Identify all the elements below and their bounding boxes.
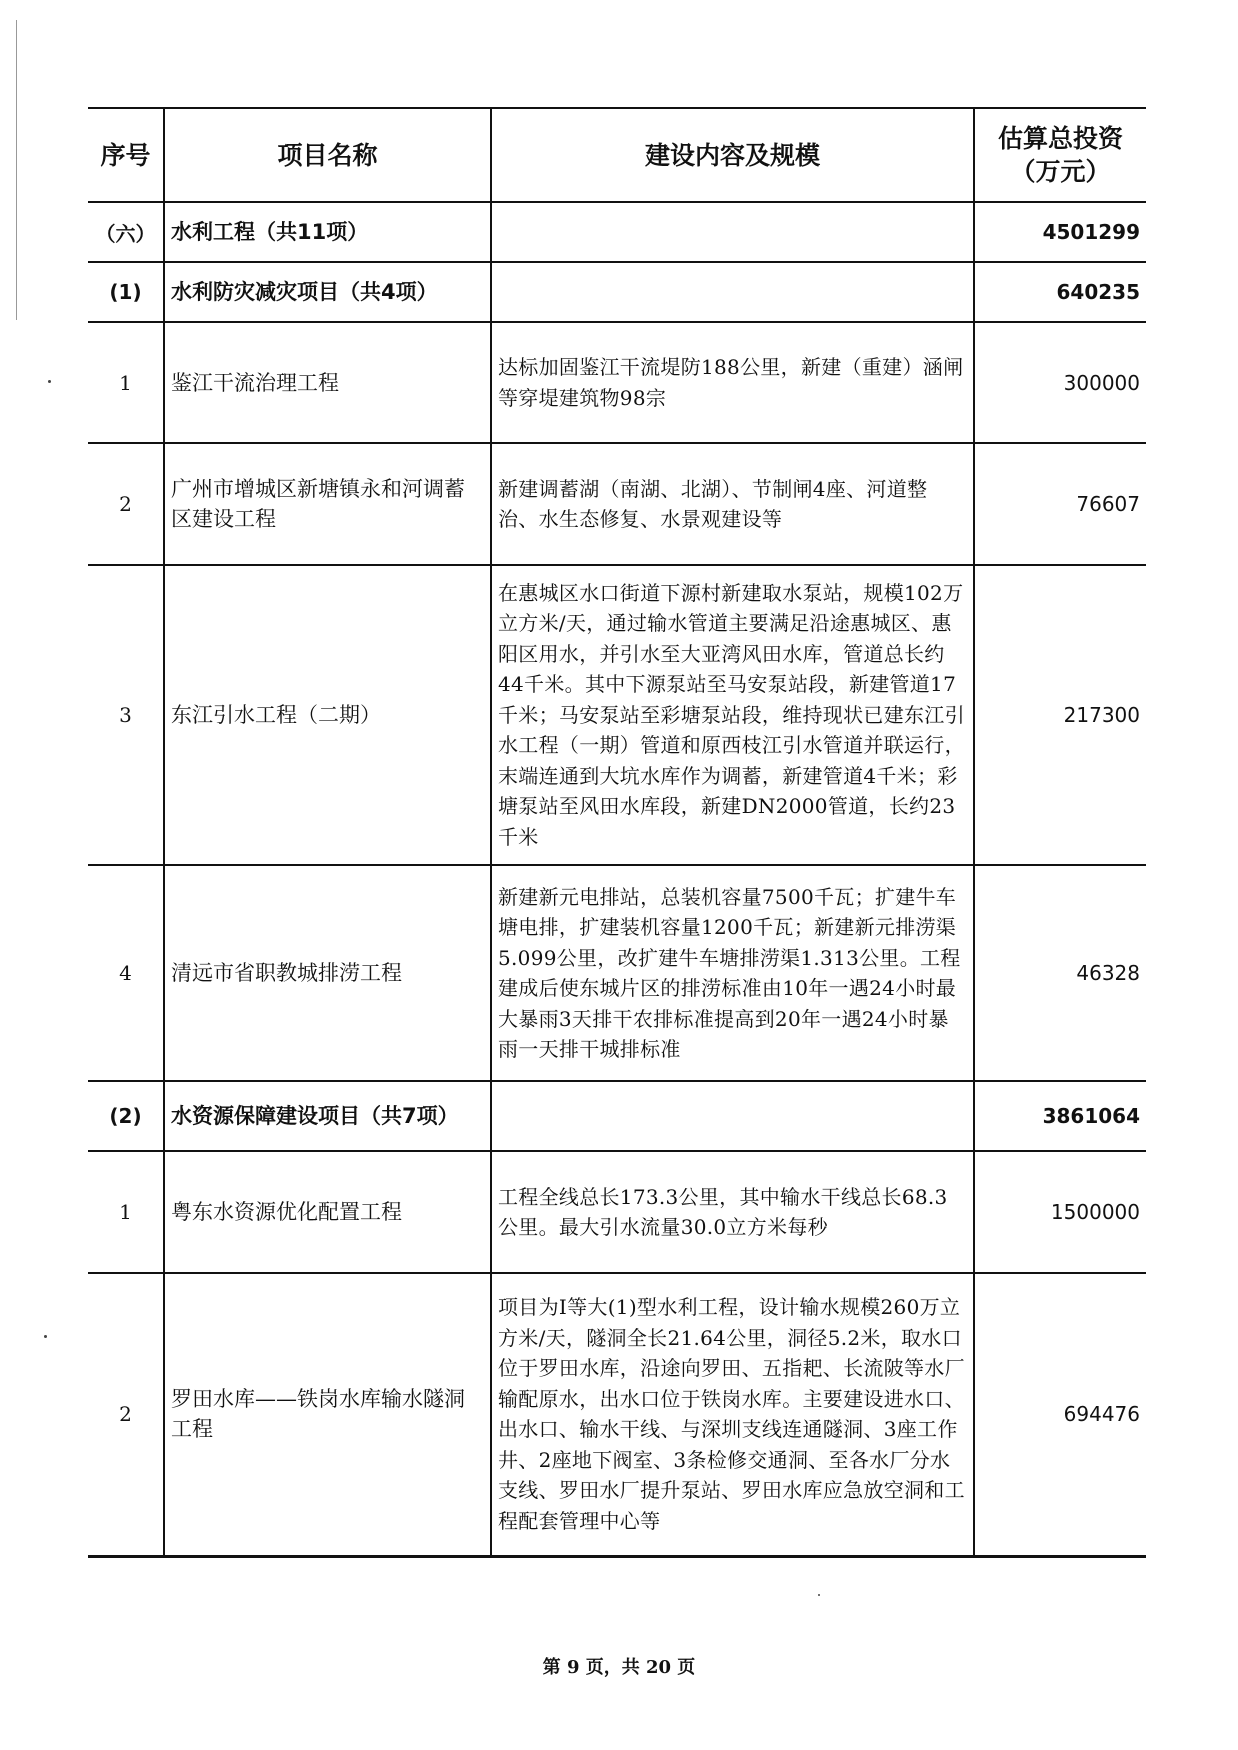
- table-row: [88, 565, 1146, 865]
- row-amount: 46328: [974, 865, 1146, 1081]
- row-project-name: 罗田水库——铁岗水库输水隧洞工程: [164, 1273, 491, 1556]
- row-amount: 300000: [974, 322, 1146, 443]
- row-project-name: 清远市省职教城排涝工程: [164, 865, 491, 1081]
- row-content: [491, 262, 974, 322]
- header-investment-line1: 估算总投资: [997, 124, 1123, 153]
- table-row: [88, 865, 1146, 1081]
- header-project-name: 项目名称: [164, 108, 491, 202]
- row-amount: 4501299: [974, 202, 1146, 262]
- row-seq: （六）: [88, 202, 164, 262]
- row-seq: 3: [88, 565, 164, 865]
- row-project-name: 水资源保障建设项目（共7项）: [164, 1081, 491, 1151]
- row-content: 达标加固鉴江干流堤防188公里，新建（重建）涵闸等穿堤建筑物98宗: [491, 322, 974, 443]
- row-content: 在惠城区水口街道下源村新建取水泵站，规模102万立方米/天，通过输水管道主要满足沿途惠城区、惠阳区用水，并引水至大亚湾风田水库，管道总长约44千米。其中下源泵站至马安泵站段，新建管道17千米；马安泵站至彩塘泵站段，维持现状已建东江引水工程（一期）管道和原西枝江引水管道并联运行，末端连通到大坑水库作为调蓄，新建管道4千米；彩塘泵站至风田水库段，新建DN2000管道，长约23千米: [491, 565, 974, 865]
- table-row-group: [88, 1081, 1146, 1151]
- table-row-group: [88, 202, 1146, 262]
- binding-mark: [16, 20, 17, 320]
- row-amount: 1500000: [974, 1151, 1146, 1273]
- scan-speck: [44, 1335, 47, 1338]
- row-content: [491, 202, 974, 262]
- row-content: 新建新元电排站，总装机容量7500千瓦；扩建牛车塘电排，扩建装机容量1200千瓦；新建新元排涝渠5.099公里，改扩建牛车塘排涝渠1.313公里。工程建成后使东城片区的排涝标准由10年一遇24小时最大暴雨3天排干农排标准提高到20年一遇24小时暴雨一天排干城排标准: [491, 865, 974, 1081]
- scan-speck: [818, 1594, 820, 1596]
- table-row: [88, 443, 1146, 565]
- table-row-group: [88, 262, 1146, 322]
- header-investment-line2: （万元）: [1010, 157, 1111, 186]
- table-row: [88, 1273, 1146, 1556]
- row-seq: 2: [88, 1273, 164, 1556]
- row-amount: 640235: [974, 262, 1146, 322]
- page-number-footer: 第 9 页，共 20 页: [542, 1657, 696, 1678]
- row-project-name: 广州市增城区新塘镇永和河调蓄区建设工程: [164, 443, 491, 565]
- investment-table: [88, 107, 1146, 1558]
- table-row: [88, 1151, 1146, 1273]
- table-row: [88, 322, 1146, 443]
- row-seq: (1): [88, 262, 164, 322]
- row-project-name: 粤东水资源优化配置工程: [164, 1151, 491, 1273]
- row-project-name: 水利防灾减灾项目（共4项）: [164, 262, 491, 322]
- row-seq: 1: [88, 1151, 164, 1273]
- header-seq: 序号: [88, 108, 164, 202]
- row-amount: 217300: [974, 565, 1146, 865]
- row-seq: 4: [88, 865, 164, 1081]
- row-project-name: 鉴江干流治理工程: [164, 322, 491, 443]
- row-content: [491, 1081, 974, 1151]
- row-amount: 3861064: [974, 1081, 1146, 1151]
- row-seq: 1: [88, 322, 164, 443]
- row-amount: 694476: [974, 1273, 1146, 1556]
- row-project-name: 水利工程（共11项）: [164, 202, 491, 262]
- row-project-name: 东江引水工程（二期）: [164, 565, 491, 865]
- row-seq: (2): [88, 1081, 164, 1151]
- row-content: 工程全线总长173.3公里，其中输水干线总长68.3公里。最大引水流量30.0立方米每秒: [491, 1151, 974, 1273]
- header-investment: [974, 108, 1146, 202]
- row-content: 新建调蓄湖（南湖、北湖）、节制闸4座、河道整治、水生态修复、水景观建设等: [491, 443, 974, 565]
- header-content-scale: 建设内容及规模: [491, 108, 974, 202]
- row-seq: 2: [88, 443, 164, 565]
- table-header-row: [88, 108, 1146, 202]
- row-amount: 76607: [974, 443, 1146, 565]
- row-content: 项目为Ⅰ等大(1)型水利工程，设计输水规模260万立方米/天，隧洞全长21.64公里，洞径5.2米，取水口位于罗田水库，沿途向罗田、五指耙、长流陂等水厂输配原水，出水口位于铁岗水库。主要建设进水口、出水口、输水干线、与深圳支线连通隧洞、3座工作井、2座地下阀室、3条检修交通洞、至各水厂分水支线、罗田水厂提升泵站、罗田水库应急放空洞和工程配套管理中心等: [491, 1273, 974, 1556]
- scan-speck: [48, 380, 51, 383]
